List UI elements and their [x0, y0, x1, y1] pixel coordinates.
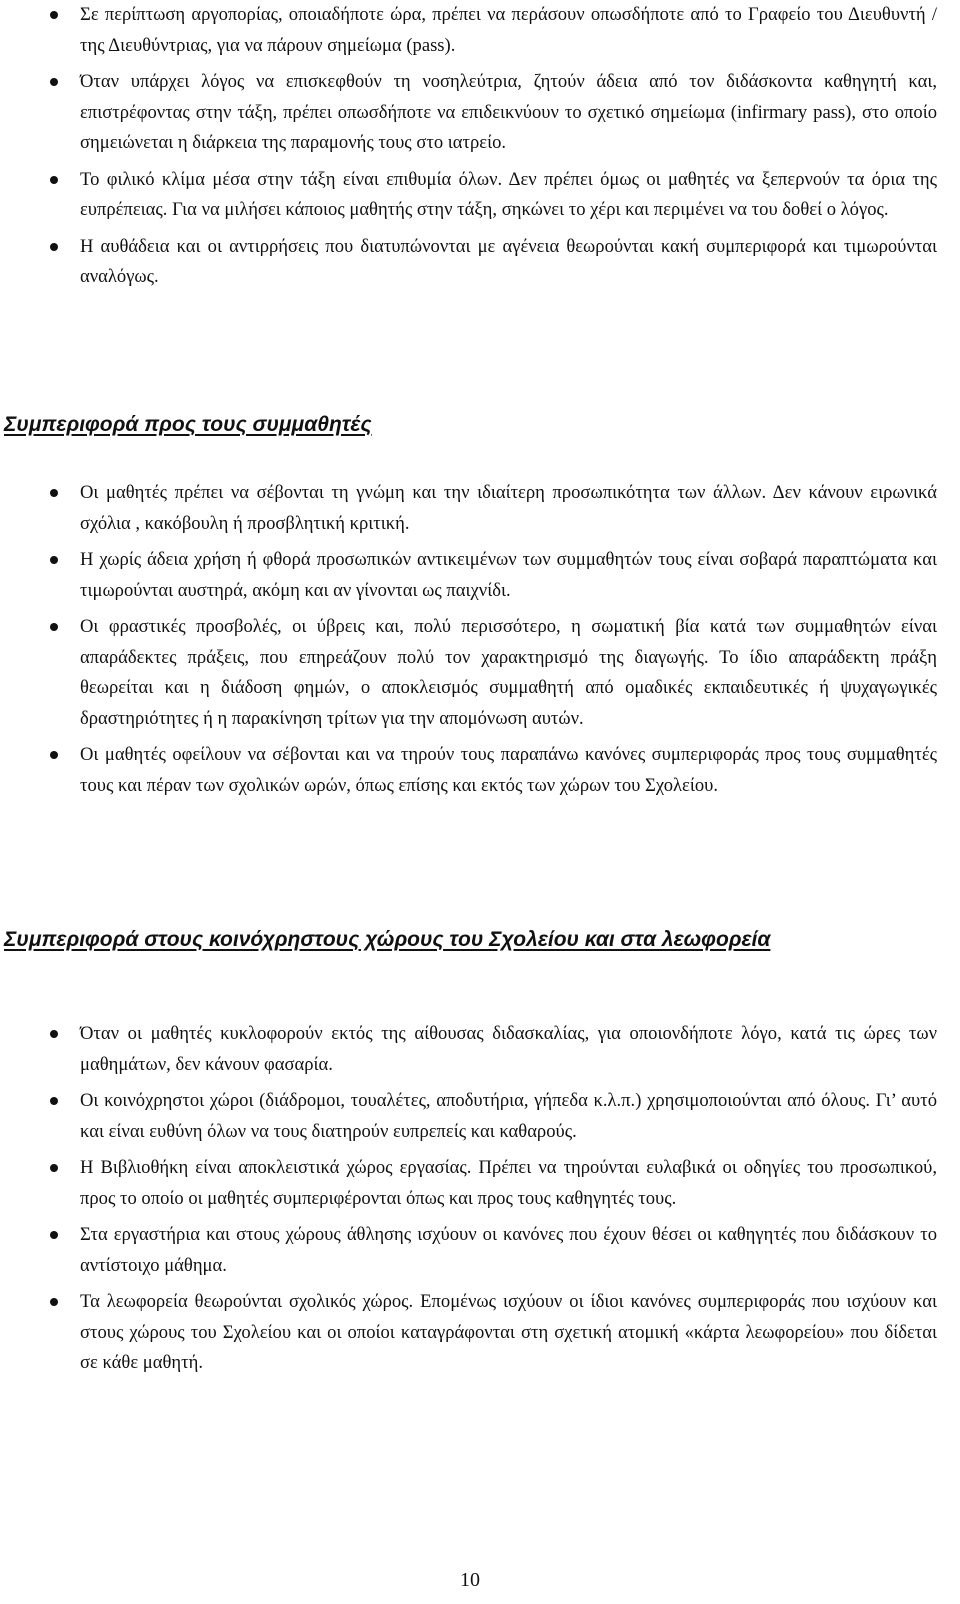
bullet-icon — [50, 751, 58, 759]
bullet-icon — [50, 1298, 58, 1306]
list-item-text: Οι μαθητές πρέπει να σέβονται τη γνώμη και την ιδιαίτερη προσωπικότητα των άλλων. Δεν κάνουν ειρωνικά σχόλια , κακόβουλη ή προσβλητική κριτική. — [80, 482, 937, 534]
list-item — [80, 67, 937, 159]
list-item-text: Οι φραστικές προσβολές, οι ύβρεις και, πολύ περισσότερο, η σωματική βία κατά των συμμαθητών είναι απαράδεκτες πράξεις, που επηρεάζουν πολύ τον χαρακτηρισμό της διαγωγής. Το ίδιο απαράδεκτη πράξη θεωρείται και η διάδοση φημών, ο αποκλεισμός συμμαθητή από ομαδικές εκπαιδευτικές ή ψυχαγωγικές δραστηριότητες ή η παρακίνηση τρίτων για την απομόνωση αυτών. — [80, 616, 937, 729]
section-heading-common-areas: Συμπεριφορά στους κοινόχρηστους χώρους του Σχολείου και στα λεωφορεία — [4, 928, 771, 951]
rules-list-common-areas — [80, 1019, 937, 1385]
list-item-text: Στα εργαστήρια και στους χώρους άθλησης ισχύουν οι κανόνες που έχουν θέσει οι καθηγητές που διδάσκουν το αντίστοιχο μάθημα. — [80, 1224, 937, 1276]
bullet-icon — [50, 556, 58, 564]
list-item-text: Η Βιβλιοθήκη είναι αποκλειστικά χώρος εργασίας. Πρέπει να τηρούνται ευλαβικά οι οδηγίες του προσωπικού, προς το οποίο οι μαθητές συμπεριφέρονται όπως και προς τους καθηγητές τους. — [80, 1157, 937, 1209]
bullet-icon — [50, 176, 58, 184]
bullet-icon — [50, 623, 58, 631]
list-item-text: Όταν υπάρχει λόγος να επισκεφθούν τη νοσηλεύτρια, ζητούν άδεια από τον διδάσκοντα καθηγητή και, επιστρέφοντας στην τάξη, πρέπει οπωσδήποτε να επιδεικνύουν το σχετικό σημείωμα (infirmary pass), στο οποίο σημειώνεται η διάρκεια της παραμονής τους στο ιατρείο. — [80, 71, 937, 153]
bullet-icon — [50, 1030, 58, 1038]
list-item-text: Η αυθάδεια και οι αντιρρήσεις που διατυπώνονται με αγένεια θεωρούνται κακή συμπεριφορά και τιμωρούνται αναλόγως. — [80, 235, 937, 287]
list-item-text: Τα λεωφορεία θεωρούνται σχολικός χώρος. Επομένως ισχύουν οι ίδιοι κανόνες συμπεριφοράς που ισχύουν και στους χώρους του Σχολείου και οι οποίοι καταγράφονται στη σχετική ατομική «κάρτα λεωφορείου» που δίδεται σε κάθε μαθητή. — [80, 1291, 937, 1373]
rules-list-continued — [80, 0, 937, 299]
bullet-icon — [50, 1164, 58, 1172]
page-number: 10 — [460, 1569, 480, 1591]
list-item — [80, 478, 937, 539]
list-item — [80, 1220, 937, 1281]
bullet-icon — [50, 1231, 58, 1239]
list-item-text: Η χωρίς άδεια χρήση ή φθορά προσωπικών αντικειμένων των συμμαθητών τους είναι σοβαρά παραπτώματα και τιμωρούνται αυστηρά, ακόμη και αν γίνονται ως παιχνίδι. — [80, 549, 937, 601]
list-item-text: Οι μαθητές οφείλουν να σέβονται και να τηρούν τους παραπάνω κανόνες συμπεριφοράς προς τους συμμαθητές τους και πέραν των σχολικών ωρών, όπως επίσης και εκτός των χώρων του Σχολείου. — [80, 744, 937, 796]
list-item — [80, 545, 937, 606]
bullet-icon — [50, 489, 58, 497]
rules-list-classmates — [80, 478, 937, 807]
list-item — [80, 1019, 937, 1080]
list-item-text: Το φιλικό κλίμα μέσα στην τάξη είναι επιθυμία όλων. Δεν πρέπει όμως οι μαθητές να ξεπερνούν τα όρια της ευπρέπειας. Για να μιλήσει κάποιος μαθητής στην τάξη, σηκώνει το χέρι και περιμένει να του δοθεί ο λόγος. — [80, 168, 937, 220]
bullet-icon — [50, 11, 58, 19]
list-item — [80, 165, 937, 226]
list-item — [80, 1086, 937, 1147]
bullet-icon — [50, 243, 58, 251]
bullet-icon — [50, 78, 58, 86]
list-item-text: Οι κοινόχρηστοι χώροι (διάδρομοι, τουαλέτες, αποδυτήρια, γήπεδα κ.λ.π.) χρησιμοποιούνται από όλους. Γι’ αυτό και είναι ευθύνη όλων να τους διατηρούν ευπρεπείς και καθαρούς. — [80, 1090, 937, 1142]
bullet-icon — [50, 1097, 58, 1105]
list-item — [80, 1287, 937, 1379]
section-heading-classmates: Συμπεριφορά προς τους συμμαθητές — [4, 413, 372, 436]
list-item — [80, 740, 937, 801]
list-item-text: Όταν οι μαθητές κυκλοφορούν εκτός της αίθουσας διδασκαλίας, για οποιονδήποτε λόγο, κατά τις ώρες των μαθημάτων, δεν κάνουν φασαρία. — [80, 1023, 937, 1075]
list-item — [80, 232, 937, 293]
list-item — [80, 0, 937, 61]
list-item — [80, 612, 937, 734]
list-item — [80, 1153, 937, 1214]
list-item-text: Σε περίπτωση αργοπορίας, οποιαδήποτε ώρα, πρέπει να περάσουν οπωσδήποτε από το Γραφείο του Διευθυντή / της Διευθύντριας, για να πάρουν σημείωμα (pass). — [80, 4, 937, 56]
